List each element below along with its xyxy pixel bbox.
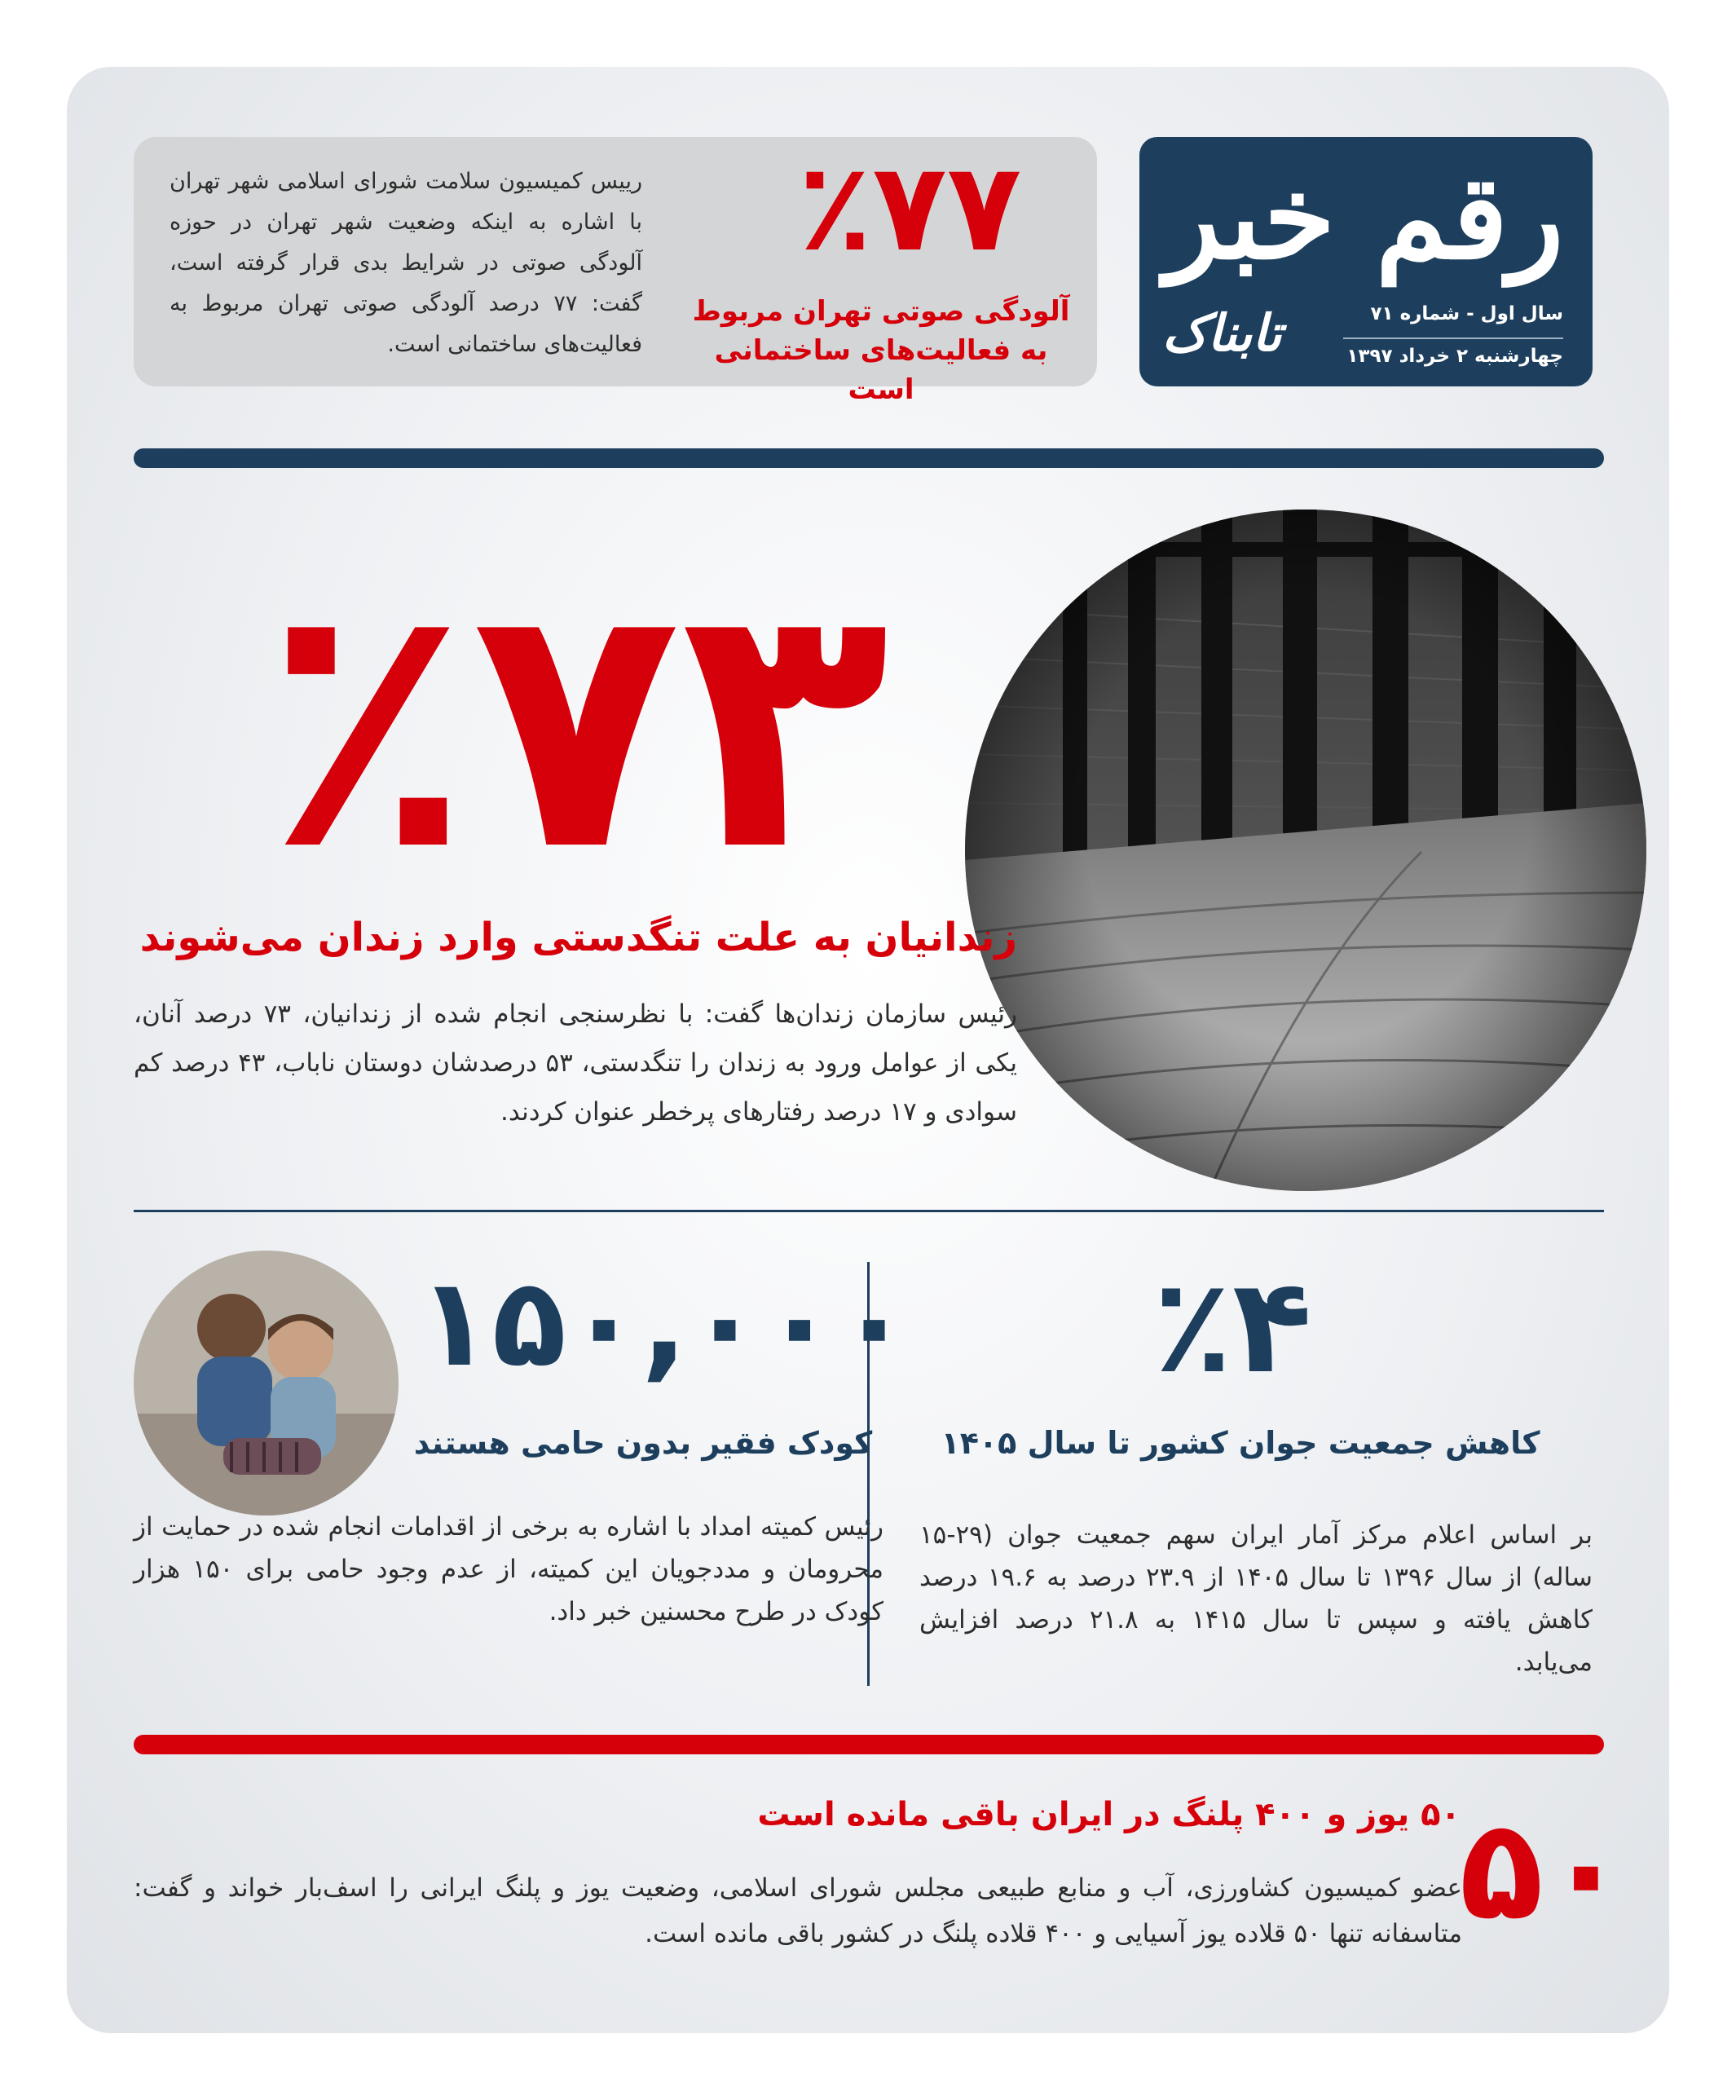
children-headline: کودک فقیر بدون حامی هستند [413, 1425, 873, 1461]
children-body: رئیس کمیته امداد با اشاره به برخی از اقدامات انجام شده در حمایت از محرومان و مددجویان این کمیته، از عدم وجود حامی برای ۱۵۰ هزار کودک در طرح محسنین خبر داد. [134, 1512, 883, 1626]
issue-date: چهارشنبه ۲ خرداد ۱۳۹۷ [1346, 346, 1563, 367]
publisher-logo: تابناک [1162, 303, 1282, 363]
children-photo [134, 1251, 399, 1515]
masthead-brand: رقم خبر [1165, 150, 1564, 285]
issue-number: سال اول - شماره ۷۱ [1370, 303, 1563, 324]
prison-bars-illustration [965, 510, 1646, 1191]
noise-body: رییس کمیسیون سلامت شورای اسلامی شهر تهران با اشاره به اینکه وضعیت شهر تهران در حوزه آلودگی صوتی در شرایط بدی قرار گرفته است، گفت: ۷۷ درصد آلودگی صوتی تهران مربوط به فعالیت‌های ساختمانی است. [170, 169, 642, 357]
youth-big-number: ٪۴ [1152, 1250, 1312, 1402]
prison-headline: زندانیان به علت تنگدستی وارد زندان می‌شوند [139, 915, 1017, 960]
section-divider-middle [134, 1210, 1604, 1212]
children-big-number: ۱۵۰,۰۰۰ [417, 1252, 912, 1394]
prison-bars-photo [965, 510, 1646, 1191]
noise-caption: آلودگی صوتی تهران مربوط به فعالیت‌های ساختمانی است [692, 295, 1070, 406]
prison-big-number: ٪۷۳ [262, 527, 890, 926]
wildlife-big-number: ۵۰ [1459, 1789, 1628, 1951]
wildlife-headline: ۵۰ یوز و ۴۰۰ پلنگ در ایران باقی مانده است [757, 1796, 1461, 1833]
noise-pollution-box [134, 137, 1097, 406]
youth-headline: کاهش جمعیت جوان کشور تا سال ۱۴۰۵ [941, 1425, 1540, 1461]
prison-body: رئیس سازمان زندان‌ها گفت: با نظرسنجی انجام شده از زندانیان، ۷۳ درصد آنان، یکی از عوامل ورود به زندان را تنگدستی، ۵۳ درصدشان دوستان ناباب، ۴۳ درصد کم سوادی و ۱۷ درصد رفتارهای پرخطر عنوان کردند. [134, 999, 1018, 1127]
masthead-divider [1343, 338, 1563, 339]
masthead [1139, 137, 1593, 386]
youth-body: بر اساس اعلام مرکز آمار ایران سهم جمعیت جوان (۲۹-۱۵ ساله) از سال ۱۳۹۶ تا سال ۱۴۰۵ از ۲۳.۹ درصد به ۱۹.۶ درصد کاهش یافته و سپس تا سال ۱۴۱۵ به ۲۱.۸ درصد افزایش می‌یابد. [919, 1520, 1593, 1677]
wildlife-body: عضو کمیسیون کشاورزی، آب و منابع طبیعی مجلس شورای اسلامی، وضعیت یوز و پلنگ ایرانی را اسف‌بار خواند و گفت: متاسفانه تنها ۵۰ قلاده یوز آسیایی و ۴۰۰ قلاده پلنگ در کشور باقی مانده است. [134, 1873, 1462, 1948]
children-illustration [134, 1251, 399, 1515]
noise-big-number: ٪۷۷ [797, 137, 1022, 279]
section-divider-bottom [134, 1735, 1604, 1754]
section-divider-top [134, 448, 1604, 468]
infographic-card [67, 67, 1669, 2033]
